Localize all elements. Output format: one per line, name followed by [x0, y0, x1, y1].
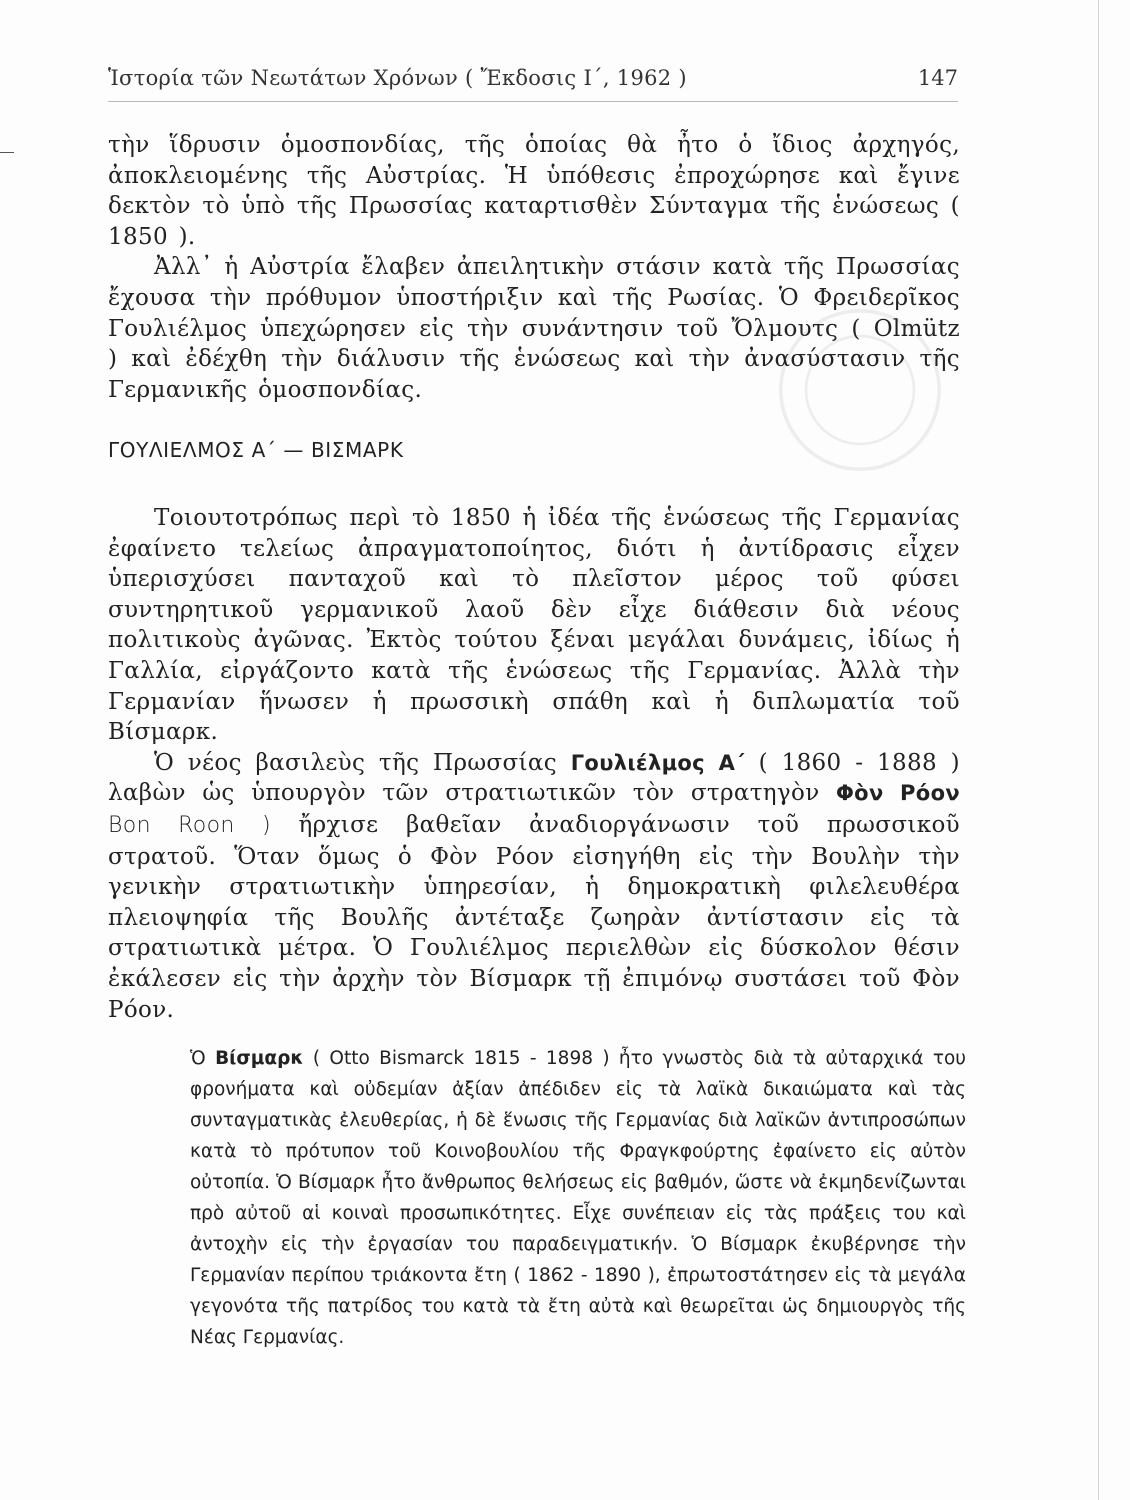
margin-tick-mark — [0, 152, 14, 153]
name-roon-bold: Φὸν Ρόον — [835, 781, 961, 806]
body-text-main — [108, 503, 960, 1025]
paragraph-wilhelm-part-a: Ὁ νέος βασιλεὺς τῆς Πρωσσίας — [154, 749, 571, 776]
paragraph-austria: Ἀλλ᾽ ἡ Αὐστρία ἔλαβεν ἀπειλητικὴν στάσιν κατὰ τῆς Πρωσσίας ἔχουσα τὴν πρόθυμον ὑποστήριξιν καὶ τῆς Ρωσίας. Ὁ Φρειδερῖκος Γουλιέλμος ὑπεχώρησεν εἰς τὴν συνάντησιν τοῦ Ὄλμουτς ( Olmütz ) καὶ ἐδέχθη τὴν διάλυσιν τῆς ἑνώσεως καὶ τὴν ἀνασύστασιν τῆς Γερμανικῆς ὁμοσπονδίας. — [108, 254, 960, 403]
header-divider — [108, 101, 958, 102]
running-header — [108, 62, 958, 96]
footnote-lead: Ὁ — [190, 1048, 216, 1069]
footnote-bold-name: Βίσμαρκ — [215, 1048, 304, 1069]
paragraph-wilhelm-part-b: ( 1860 - 1888 ) λαβὼν ὡς ὑπουργὸν τῶν στρατιωτικῶν τὸν στρατηγὸν — [108, 749, 960, 807]
footnote-bismarck — [190, 1043, 966, 1353]
section-heading: ΓΟΥΛΙΕΛΜΟΣ Α΄ — ΒΙΣΜΑΡΚ — [108, 438, 404, 462]
footnote-paragraph — [190, 1043, 966, 1353]
footnote-text: ( Otto Bismarck 1815 - 1898 ) ἦτο γνωστὸς διὰ τὰ αὐταρχικά του φρονήματα καὶ οὐδεμίαν ἀξίαν ἀπέδιδεν εἰς τὰ λαϊκὰ δικαιώματα καὶ τὰς συνταγματικὰς ἐλευθερίας, ἡ δὲ ἕνωσις τῆς Γερμανίας διὰ λαϊκῶν ἀντιπροσώπων κατὰ τὸ πρότυπον τοῦ Κοινοβουλίου τῆς Φραγκφούρτης ἐφαίνετο εἰς αὐτὸν οὐτοπία. Ὁ Βίσμαρκ ἦτο ἄνθρωπος θελήσεως εἰς βαθμόν, ὥστε νὰ ἐκμηδενίζωνται πρὸ αὐτοῦ αἱ κοιναὶ προσωπικότητες. Εἶχε συνέπειαν εἰς τὰς πράξεις του καὶ ἀντοχὴν εἰς τὴν ἐργασίαν του παραδειγματικήν. Ὁ Βίσμαρκ ἐκυβέρνησε τὴν Γερμανίαν περίπου τριάκοντα ἔτη ( 1862 - 1890 ), ἐπρωτοστάτησεν εἰς τὰ μεγάλα γεγονότα τῆς πατρίδος του κατὰ τὰ ἔτη αὐτὰ καὶ θεωρεῖται ὡς δημιουργὸς τῆς Νέας Γερμανίας. — [190, 1048, 966, 1348]
paragraph-unification: Τοιουτοτρόπως περὶ τὸ 1850 ἡ ἰδέα τῆς ἑνώσεως τῆς Γερμανίας ἐφαίνετο τελείως ἀπραγματοποίητος, διότι ἡ ἀντίδρασις εἶχεν ὑπερισχύσει πανταχοῦ καὶ τὸ πλεῖστον μέρος τοῦ φύσει συντηρητικοῦ γερμανικοῦ λαοῦ δὲν εἶχε διάθεσιν διὰ νέους πολιτικοὺς ἀγῶνας. Ἐκτὸς τούτου ξέναι μεγάλαι δυνάμεις, ἰδίως ἡ Γαλλία, εἰργάζοντο κατὰ τῆς ἑνώσεως τῆς Γερμανίας. Ἀλλὰ τὴν Γερμανίαν ἥνωσεν ἡ πρωσσικὴ σπάθη καὶ ἡ διπλωματία τοῦ Βίσμαρκ. — [108, 505, 960, 746]
page-number: 147 — [917, 66, 958, 90]
name-wilhelm-bold: Γουλιέλμος Α΄ — [570, 750, 745, 775]
body-text-top — [108, 130, 960, 405]
page-edge-line — [1098, 0, 1099, 1500]
name-roon-latin: Bon Roon ) — [108, 812, 271, 838]
paragraph-continuation: τὴν ἵδρυσιν ὁμοσπονδίας, τῆς ὁποίας θὰ ἦτο ὁ ἴδιος ἀρχηγός, ἀποκλειομένης τῆς Αὐστρίας. Ἡ ὑπόθεσις ἐπροχώρησε καὶ ἔγινε δεκτὸν τὸ ὑπὸ τῆς Πρωσσίας καταρτισθὲν Σύνταγμα τῆς ἑνώσεως ( 1850 ). — [108, 132, 960, 250]
paragraph-wilhelm-part-c: ἤρχισε βαθεῖαν ἀναδιοργάνωσιν τοῦ πρωσσικοῦ στρατοῦ. Ὅταν ὅμως ὁ Φὸν Ρόον εἰσηγήθη εἰς τὴν Βουλὴν τὴν γενικὴν στρατιωτικὴν ὑπηρεσίαν, ἡ δημοκρατικὴ φιλελευθέρα πλειοψηφία τῆς Βουλῆς ἀντέταξε ζωηρὰν ἀντίστασιν εἰς τὰ στρατιωτικὰ μέτρα. Ὁ Γουλιέλμος περιελθὼν εἰς δύσκολον θέσιν ἐκάλεσεν εἰς τὴν ἀρχὴν τὸν Βίσμαρκ τῇ ἐπιμόνῳ συστάσει τοῦ Φὸν Ρόον. — [108, 811, 961, 1023]
paragraph-wilhelm — [108, 748, 960, 1025]
running-title: Ἱστορία τῶν Νεωτάτων Χρόνων ( Ἔκδοσις Ι΄, 1962 ) — [108, 66, 687, 90]
